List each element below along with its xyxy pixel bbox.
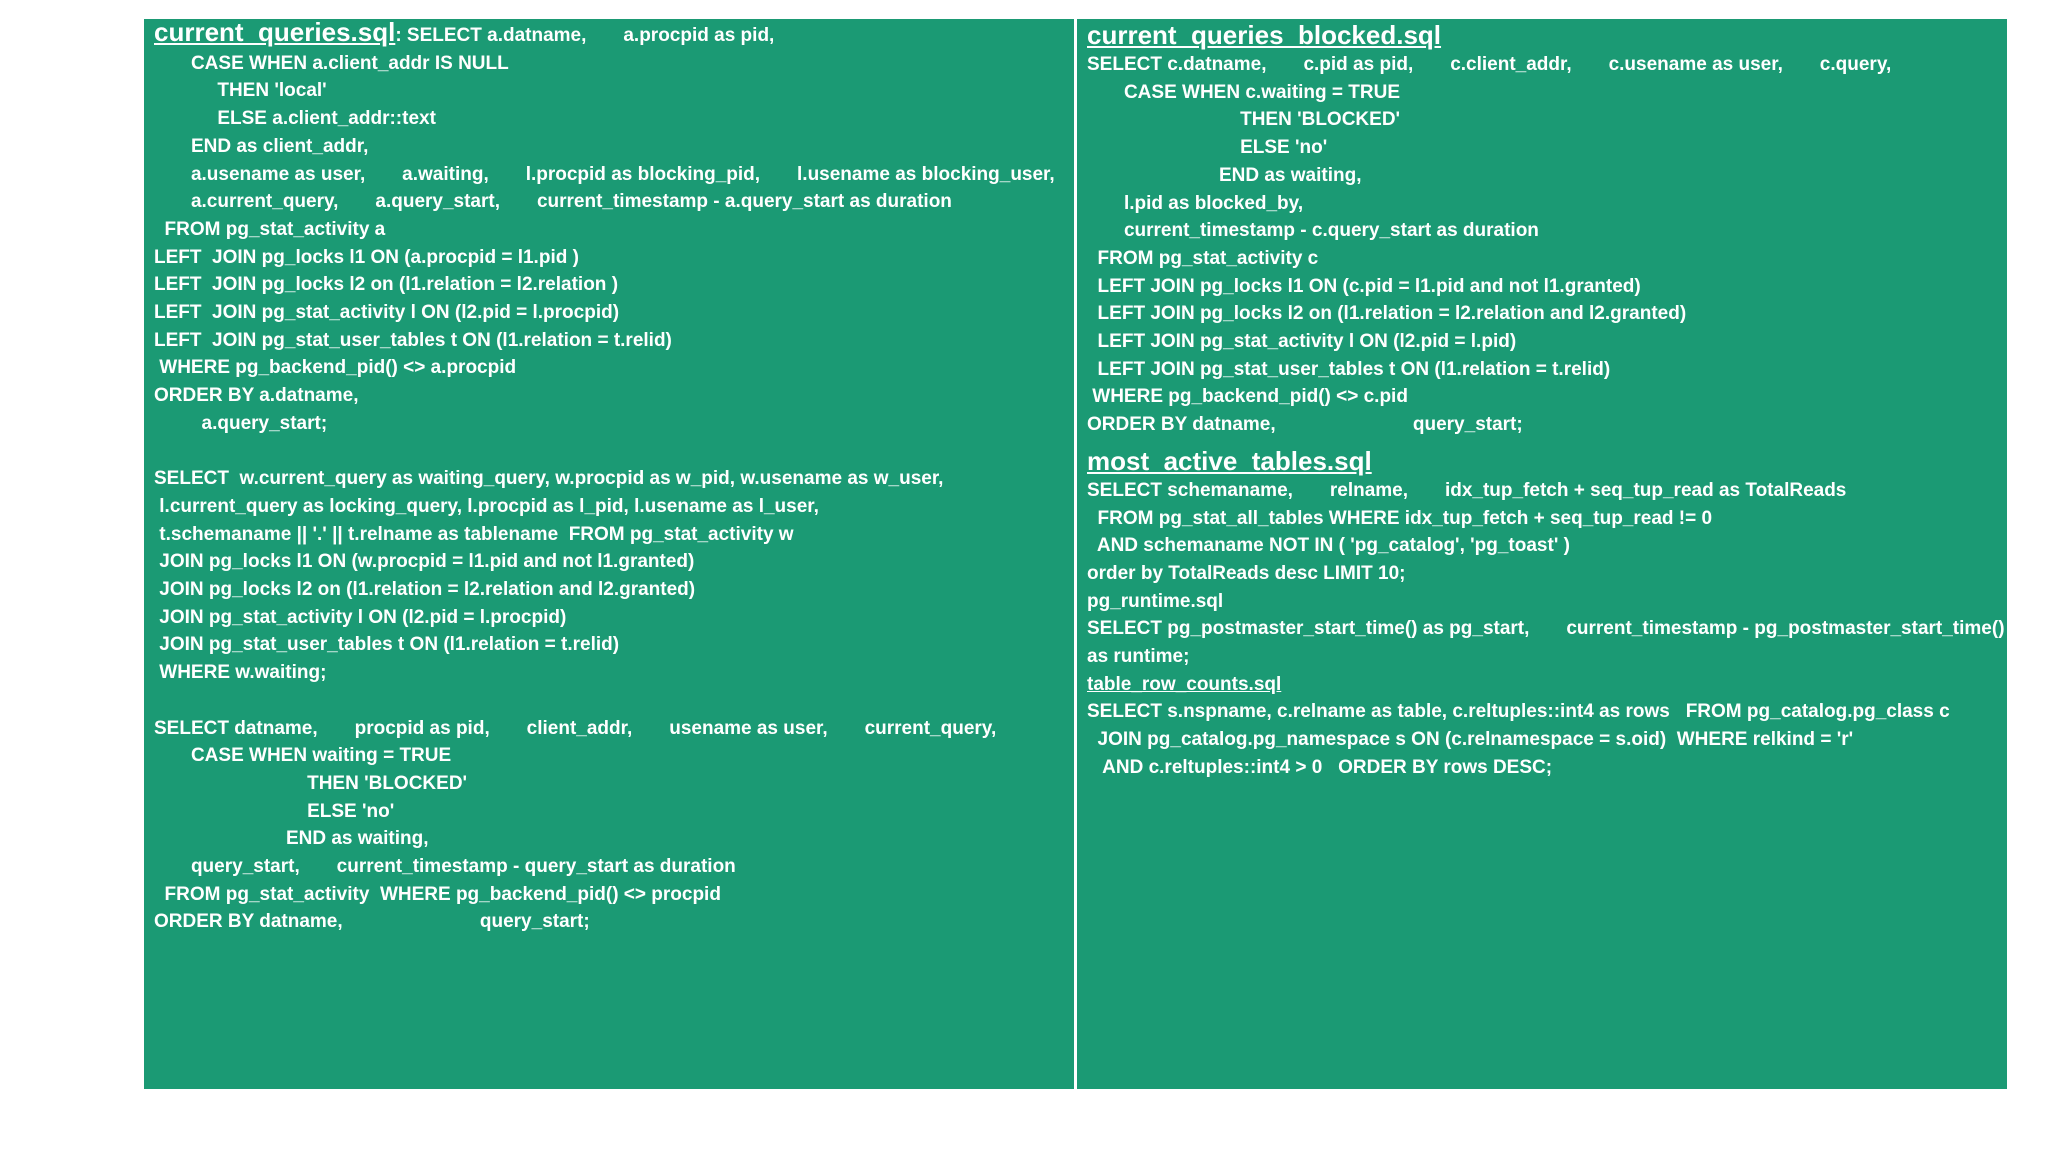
code-line: FROM pg_stat_activity WHERE pg_backend_pid() <> procpid (154, 883, 721, 905)
code-line: LEFT JOIN pg_locks l1 ON (a.procpid = l1.pid ) (154, 246, 579, 268)
code-line: WHERE w.waiting; (154, 662, 327, 684)
left-code-panel (144, 19, 1074, 1089)
current-queries-blocked-title: current_queries_blocked.sql (1087, 20, 1442, 50)
code-line: JOIN pg_stat_activity l ON (l2.pid = l.procpid) (154, 606, 567, 628)
code-line: THEN 'BLOCKED' (1087, 109, 1401, 131)
code-line: SELECT w.current_query as waiting_query, w.procpid as w_pid, w.usename as w_user, (154, 468, 944, 490)
most-active-tables-title: most_active_tables.sql (1087, 445, 1372, 476)
code-line: ORDER BY a.datname, (154, 385, 359, 407)
code-line: SELECT datname, procpid as pid, client_addr, usename as user, current_query, (154, 717, 997, 739)
code-line: SELECT c.datname, c.pid as pid, c.client_addr, c.usename as user, c.query, (1087, 54, 1892, 75)
code-line: LEFT JOIN pg_locks l2 on (l1.relation = l2.relation and l2.granted) (1087, 303, 1687, 325)
code-line: LEFT JOIN pg_locks l2 on (l1.relation = l2.relation ) (154, 274, 619, 296)
current-queries-block (154, 50, 1064, 438)
code-line: JOIN pg_locks l1 ON (w.procpid = l1.pid and not l1.granted) (154, 551, 695, 573)
code-line: AND c.reltuples::int4 > 0 ORDER BY rows DESC; (1087, 756, 1553, 778)
current-queries-header (154, 19, 1064, 50)
code-line: LEFT JOIN pg_stat_user_tables t ON (l1.relation = t.relid) (154, 329, 672, 351)
code-line: l.pid as blocked_by, (1087, 192, 1304, 214)
code-line: LEFT JOIN pg_stat_activity l ON (l2.pid = l.procpid) (154, 302, 620, 324)
code-line: END as waiting, (154, 828, 429, 850)
code-line: LEFT JOIN pg_stat_activity l ON (l2.pid = l.pid) (1087, 331, 1517, 353)
table-row-counts-title: table_row_counts.sql (1087, 673, 1282, 695)
code-line: ELSE 'no' (154, 800, 395, 822)
code-line: ELSE 'no' (1087, 137, 1328, 159)
code-line: END as waiting, (1087, 164, 1362, 186)
code-line: pg_runtime.sql (1087, 590, 1224, 612)
blocked-queries-block (1087, 51, 1997, 439)
most-active-tables-block (1087, 477, 2005, 671)
code-line: a.usename as user, a.waiting, l.procpid as blocking_pid, l.usename as blocking_user, (154, 163, 1055, 185)
code-line: WHERE pg_backend_pid() <> a.procpid (154, 357, 517, 379)
code-line: FROM pg_stat_activity c (1087, 247, 1319, 269)
code-line: SELECT s.nspname, c.relname as table, c.reltuples::int4 as rows FROM pg_catalog.pg_class c (1087, 701, 1950, 723)
code-line: query_start, current_timestamp - query_start as duration (154, 856, 736, 878)
code-line: JOIN pg_locks l2 on (l1.relation = l2.relation and l2.granted) (154, 579, 696, 601)
code-line: l.current_query as locking_query, l.procpid as l_pid, l.usename as l_user, (154, 495, 819, 517)
code-line: a.current_query, a.query_start, current_timestamp - a.query_start as duration (154, 191, 952, 213)
code-line: as runtime; (1087, 646, 1190, 668)
table-row-counts-block (1087, 698, 1997, 781)
code-line: a.query_start; (154, 412, 328, 434)
code-line: END as client_addr, (154, 135, 369, 157)
code-line: SELECT schemaname, relname, idx_tup_fetch + seq_tup_read as TotalReads (1087, 479, 1847, 501)
code-line: LEFT JOIN pg_locks l1 ON (c.pid = l1.pid and not l1.granted) (1087, 275, 1641, 297)
waiting-queries-block (154, 465, 1064, 687)
code-line: JOIN pg_stat_user_tables t ON (l1.relation = t.relid) (154, 634, 620, 656)
code-line: CASE WHEN a.client_addr IS NULL (154, 52, 509, 74)
code-line: ORDER BY datname, query_start; (154, 911, 590, 933)
code-line: ELSE a.client_addr::text (154, 108, 436, 130)
current-queries-title: current_queries.sql (154, 19, 396, 47)
code-line: t.schemaname || '.' || t.relname as tablename FROM pg_stat_activity w (154, 523, 794, 545)
code-line: AND schemaname NOT IN ( 'pg_catalog', 'pg_toast' ) (1087, 535, 1570, 557)
right-code-panel (1077, 19, 2007, 1089)
code-line: current_timestamp - c.query_start as duration (1087, 220, 1539, 242)
code-line: LEFT JOIN pg_stat_user_tables t ON (l1.relation = t.relid) (1087, 358, 1611, 380)
code-line: WHERE pg_backend_pid() <> c.pid (1087, 386, 1408, 408)
code-line: SELECT pg_postmaster_start_time() as pg_start, current_timestamp - pg_postmaster_start_time() (1087, 618, 2005, 640)
code-line: JOIN pg_catalog.pg_namespace s ON (c.relnamespace = s.oid) WHERE relkind = 'r' (1087, 729, 1854, 751)
activity-queries-block (154, 715, 1064, 937)
code-line: CASE WHEN c.waiting = TRUE (1087, 81, 1401, 103)
code-line: THEN 'local' (154, 80, 327, 102)
code-line: order by TotalReads desc LIMIT 10; (1087, 562, 1406, 584)
code-line: FROM pg_stat_all_tables WHERE idx_tup_fetch + seq_tup_read != 0 (1087, 507, 1713, 529)
current-queries-first-line: : SELECT a.datname, a.procpid as pid, (395, 25, 775, 46)
code-line: THEN 'BLOCKED' (154, 772, 468, 794)
code-line: FROM pg_stat_activity a (154, 218, 386, 240)
code-line: CASE WHEN waiting = TRUE (154, 745, 452, 767)
code-line: ORDER BY datname, query_start; (1087, 414, 1523, 436)
